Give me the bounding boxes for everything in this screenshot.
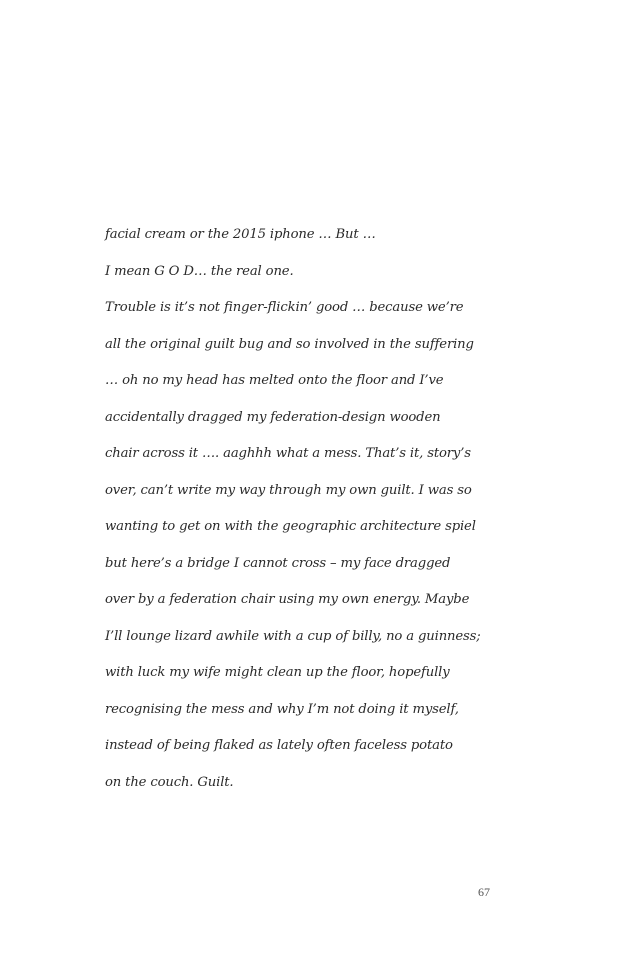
- text-line: Trouble is it’s not finger-flickin’ good … because we’re: [105, 300, 464, 315]
- text-line: over by a federation chair using my own energy. Maybe: [105, 592, 470, 607]
- text-line: wanting to get on with the geographic architecture spiel: [105, 519, 476, 534]
- text-line: but here’s a bridge I cannot cross – my face dragged: [105, 555, 451, 571]
- text-line: chair across it …. aaghhh what a mess. That’s it, story’s: [105, 446, 471, 461]
- text-line: over, can’t write my way through my own guilt. I was so: [105, 482, 472, 498]
- text-line: facial cream or the 2015 iphone … But …: [105, 227, 376, 242]
- page-number: 67: [478, 885, 490, 899]
- text-line: with luck my wife might clean up the floor, hopefully: [105, 665, 450, 680]
- text-line: recognising the mess and why I’m not doing it myself,: [105, 701, 459, 717]
- body-text: [105, 223, 505, 807]
- text-line: … oh no my head has melted onto the floor and I’ve: [105, 373, 444, 388]
- text-line: I mean G O D… the real one.: [105, 263, 294, 279]
- text-line: I’ll lounge lizard awhile with a cup of billy, no a guinness;: [105, 628, 481, 644]
- text-line: accidentally dragged my federation-design wooden: [105, 409, 441, 425]
- text-line: on the couch. Guilt.: [105, 774, 234, 790]
- text-line: all the original guilt bug and so involved in the suffering: [105, 336, 474, 352]
- text-line: instead of being flaked as lately often faceless potato: [105, 738, 453, 753]
